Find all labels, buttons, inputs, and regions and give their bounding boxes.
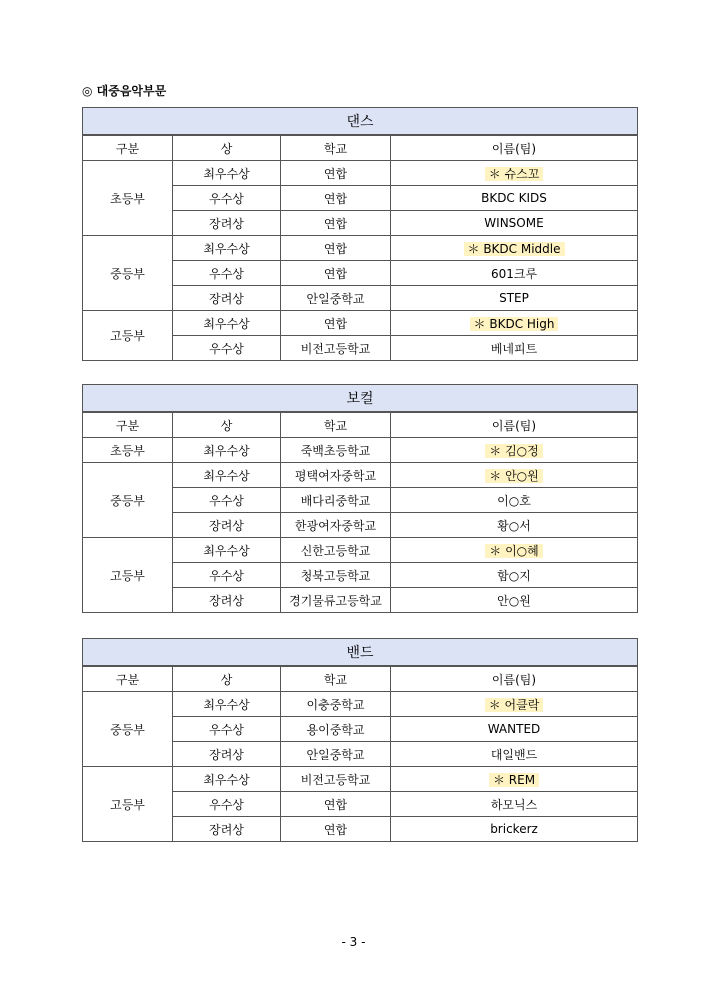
division-cell: 중등부: [83, 692, 173, 767]
award-cell: 우수상: [173, 336, 281, 361]
division-cell: 고등부: [83, 767, 173, 842]
school-cell: 연합: [281, 236, 391, 261]
award-cell: 장려상: [173, 286, 281, 311]
name-cell: [391, 817, 638, 842]
column-header-row: [83, 666, 638, 692]
school-cell: 배다리중학교: [281, 488, 391, 513]
table-row: [83, 463, 638, 488]
award-cell: 우수상: [173, 186, 281, 211]
name-cell: [391, 211, 638, 236]
division-cell: 고등부: [83, 538, 173, 613]
name-cell: [391, 286, 638, 311]
school-cell: 연합: [281, 817, 391, 842]
school-cell: 청북고등학교: [281, 563, 391, 588]
school-cell: 비전고등학교: [281, 336, 391, 361]
table-row: [83, 438, 638, 463]
award-cell: 최우수상: [173, 438, 281, 463]
name-text: 601크루: [490, 266, 538, 281]
award-cell: 최우수상: [173, 311, 281, 336]
name-header: 이름(팀): [391, 666, 638, 692]
column-header-row: [83, 412, 638, 438]
dance-table: [82, 107, 638, 361]
table-row: [83, 311, 638, 336]
school-cell: 연합: [281, 211, 391, 236]
school-cell: 안일중학교: [281, 742, 391, 767]
award-header: 상: [173, 135, 281, 161]
table-title: 댄스: [83, 108, 638, 136]
school-cell: 연합: [281, 311, 391, 336]
name-cell: [391, 186, 638, 211]
award-cell: 최우수상: [173, 767, 281, 792]
award-cell: 최우수상: [173, 236, 281, 261]
school-header: 학교: [281, 666, 391, 692]
name-text: 이○호: [497, 493, 531, 508]
section-title: ◎ 대중음악부문: [82, 84, 167, 98]
name-cell: [391, 717, 638, 742]
highlighted-name: ＊ REM: [489, 773, 539, 787]
name-header: 이름(팀): [391, 412, 638, 438]
award-cell: 장려상: [173, 742, 281, 767]
school-cell: 죽백초등학교: [281, 438, 391, 463]
name-text: 하모닉스: [490, 797, 538, 812]
table-row: [83, 767, 638, 792]
school-header: 학교: [281, 412, 391, 438]
name-text: 안○원: [497, 593, 531, 608]
division-cell: 고등부: [83, 311, 173, 361]
division-header: 구분: [83, 135, 173, 161]
name-text: brickerz: [490, 822, 538, 836]
name-cell: [391, 742, 638, 767]
award-cell: 최우수상: [173, 161, 281, 186]
name-cell: [391, 588, 638, 613]
highlighted-name: ＊ BKDC Middle: [464, 242, 565, 256]
vocal-table: [82, 384, 638, 613]
name-cell: [391, 261, 638, 286]
highlighted-name: ＊ 어클락: [485, 698, 544, 712]
school-cell: 신한고등학교: [281, 538, 391, 563]
school-cell: 안일중학교: [281, 286, 391, 311]
school-cell: 용이중학교: [281, 717, 391, 742]
division-cell: 중등부: [83, 463, 173, 538]
school-header: 학교: [281, 135, 391, 161]
name-text: WANTED: [487, 722, 541, 736]
name-cell: [391, 513, 638, 538]
award-cell: 장려상: [173, 211, 281, 236]
name-text: 대일밴드: [490, 747, 538, 762]
award-cell: 우수상: [173, 563, 281, 588]
award-cell: 우수상: [173, 261, 281, 286]
school-cell: 이충중학교: [281, 692, 391, 717]
award-cell: 장려상: [173, 817, 281, 842]
name-cell: [391, 161, 638, 186]
award-cell: 최우수상: [173, 463, 281, 488]
highlighted-name: ＊ 이○혜: [485, 544, 542, 558]
page-number: - 3 -: [341, 935, 366, 949]
table-row: [83, 236, 638, 261]
band-table: [82, 638, 638, 842]
name-cell: [391, 311, 638, 336]
name-text: 베네피트: [490, 341, 538, 356]
name-cell: [391, 463, 638, 488]
award-cell: 최우수상: [173, 538, 281, 563]
division-header: 구분: [83, 666, 173, 692]
division-cell: 초등부: [83, 438, 173, 463]
name-cell: [391, 767, 638, 792]
name-header: 이름(팀): [391, 135, 638, 161]
name-text: BKDC KIDS: [481, 191, 547, 205]
name-cell: [391, 563, 638, 588]
award-header: 상: [173, 666, 281, 692]
highlighted-name: ＊ 슈스꼬: [485, 167, 544, 181]
award-cell: 우수상: [173, 792, 281, 817]
name-cell: [391, 792, 638, 817]
award-cell: 장려상: [173, 513, 281, 538]
table-row: [83, 161, 638, 186]
name-text: STEP: [499, 291, 529, 305]
name-cell: [391, 692, 638, 717]
column-header-row: [83, 135, 638, 161]
name-text: 함○지: [497, 568, 531, 583]
highlighted-name: ＊ 안○원: [485, 469, 542, 483]
school-cell: 비전고등학교: [281, 767, 391, 792]
table-title: 보컬: [83, 385, 638, 413]
name-cell: [391, 488, 638, 513]
table-title: 밴드: [83, 639, 638, 667]
highlighted-name: ＊ BKDC High: [470, 317, 559, 331]
name-text: 황○서: [497, 518, 531, 533]
award-cell: 우수상: [173, 717, 281, 742]
highlighted-name: ＊ 김○정: [485, 444, 542, 458]
school-cell: 연합: [281, 186, 391, 211]
school-cell: 연합: [281, 161, 391, 186]
award-cell: 장려상: [173, 588, 281, 613]
name-cell: [391, 336, 638, 361]
division-header: 구분: [83, 412, 173, 438]
school-cell: 한광여자중학교: [281, 513, 391, 538]
school-cell: 연합: [281, 792, 391, 817]
award-header: 상: [173, 412, 281, 438]
school-cell: 경기물류고등학교: [281, 588, 391, 613]
table-row: [83, 692, 638, 717]
name-text: WINSOME: [484, 216, 544, 230]
name-cell: [391, 538, 638, 563]
award-cell: 최우수상: [173, 692, 281, 717]
award-cell: 우수상: [173, 488, 281, 513]
school-cell: 평택여자중학교: [281, 463, 391, 488]
division-cell: 중등부: [83, 236, 173, 311]
name-cell: [391, 438, 638, 463]
table-row: [83, 538, 638, 563]
school-cell: 연합: [281, 261, 391, 286]
division-cell: 초등부: [83, 161, 173, 236]
name-cell: [391, 236, 638, 261]
